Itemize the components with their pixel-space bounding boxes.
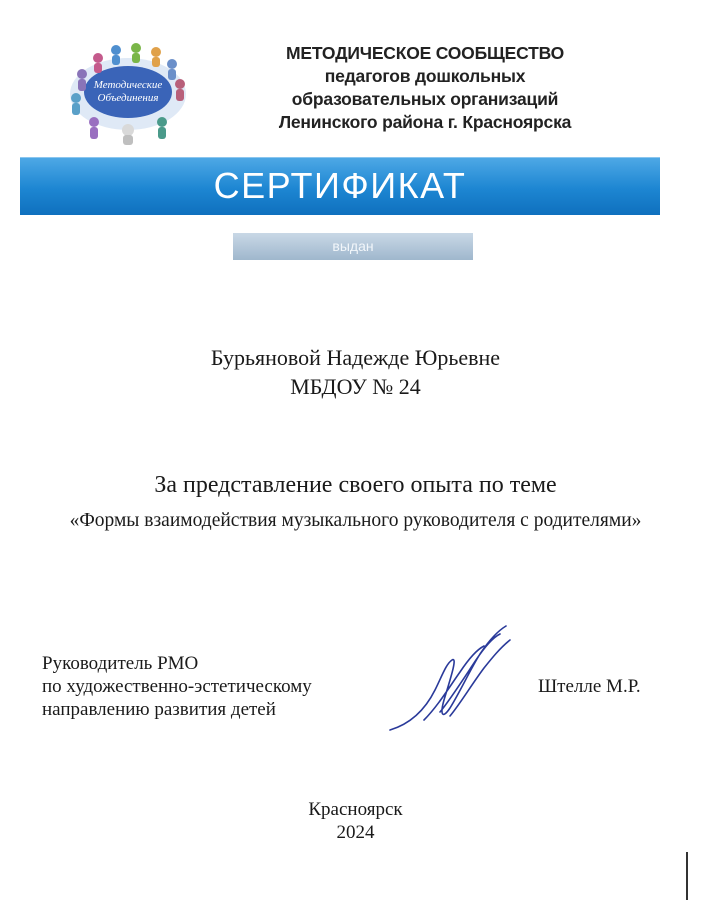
- issue-place-date: [0, 798, 711, 844]
- city: Красноярск: [308, 799, 403, 820]
- org-line: образовательных организаций: [291, 89, 559, 109]
- signer-position-line: Руководитель РМО: [42, 653, 199, 674]
- signer-position-line: по художественно-эстетическому: [42, 676, 312, 697]
- scan-edge-line: [686, 852, 688, 900]
- logo-text-line1: Методические: [93, 79, 163, 91]
- org-line: МЕТОДИЧЕСКОЕ СООБЩЕСТВО: [286, 43, 564, 63]
- org-line: Ленинского района г. Красноярска: [278, 112, 572, 132]
- presentation-topic: «Формы взаимодействия музыкального руководителя с родителями»: [69, 510, 642, 531]
- org-line: педагогов дошкольных: [324, 66, 526, 86]
- handwritten-signature: [380, 620, 520, 750]
- organization-name: [205, 42, 645, 134]
- recipient-name: Бурьяновой Надежде Юрьевне: [210, 345, 501, 370]
- signer-position-line: направлению развития детей: [42, 699, 276, 720]
- recipient-institution: МБДОУ № 24: [290, 374, 421, 399]
- signer-position: [42, 652, 312, 721]
- logo-text-line2: Объединения: [97, 92, 159, 104]
- year: 2024: [336, 822, 375, 843]
- certificate-title: СЕРТИФИКАТ: [213, 165, 467, 206]
- signer-name: Штелле М.Р.: [538, 676, 641, 697]
- award-reason: За представление своего опыта по теме: [154, 472, 557, 498]
- issued-label: выдан: [233, 233, 473, 260]
- logo: [58, 34, 198, 146]
